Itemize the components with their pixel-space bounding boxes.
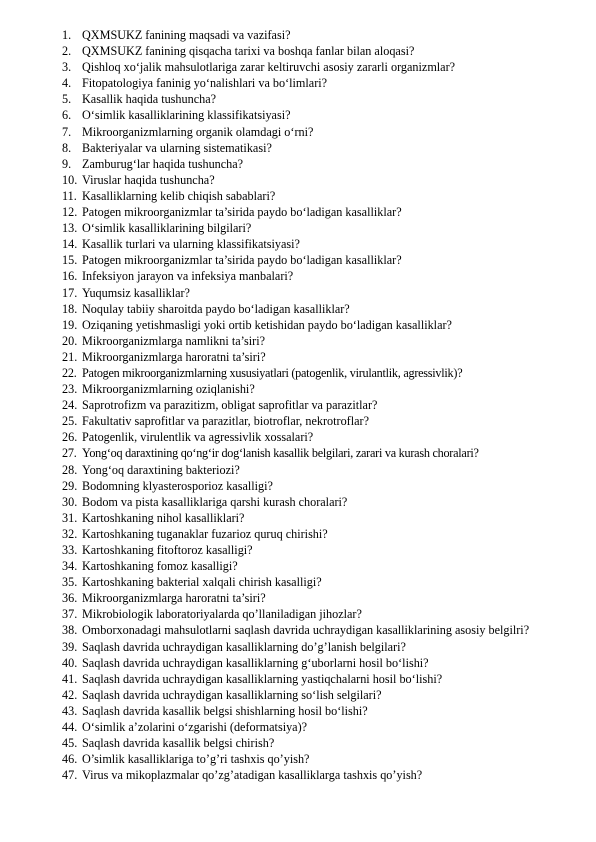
question-text: Fakultativ saprofitlar va parazitlar, biotroflar, nekrotroflar?	[82, 414, 370, 429]
question-text: Noqulay tabiiy sharoitda paydo bo‘ladigan kasalliklar?	[82, 301, 350, 316]
question-item	[62, 172, 562, 188]
question-item	[62, 478, 562, 494]
question-number: 26.	[62, 430, 78, 445]
question-text: Mikrobiologik laboratoriyalarda qo’llaniladigan jihozlar?	[82, 607, 362, 622]
question-text: Patogen mikroorganizmlarning xususiyatlari (patogenlik, virulantlik, agressivlik)?	[82, 365, 463, 380]
question-number: 40.	[62, 655, 78, 670]
question-item	[62, 462, 562, 478]
question-text: Kartoshkaning fitoftoroz kasalligi?	[82, 543, 253, 557]
question-item	[62, 301, 562, 317]
question-number: 45.	[62, 736, 78, 751]
question-number: 42.	[62, 687, 78, 702]
question-number: 13.	[62, 221, 78, 236]
question-item	[62, 349, 562, 365]
question-number: 39.	[62, 639, 78, 654]
question-item	[62, 719, 562, 735]
question-item	[62, 639, 562, 655]
question-item	[62, 236, 562, 252]
question-item	[62, 494, 562, 510]
question-item	[62, 413, 562, 429]
question-item	[62, 445, 562, 461]
question-number: 44.	[62, 720, 78, 735]
question-number: 15.	[62, 253, 78, 268]
question-number: 25.	[62, 414, 78, 429]
question-text: Mikroorganizmlarga haroratni ta’siri?	[82, 591, 266, 606]
question-number: 22.	[62, 365, 77, 380]
question-text: Kartoshkaning tuganaklar fuzarioz quruq chirishi?	[82, 526, 328, 541]
question-number: 20.	[62, 333, 78, 348]
question-item	[62, 204, 562, 220]
question-number: 11.	[62, 188, 77, 203]
question-number: 43.	[62, 703, 78, 718]
question-text: O‘simlik a’zolarini o‘zgarishi (deformatsiya)?	[82, 720, 308, 735]
question-number: 36.	[62, 591, 78, 606]
question-text: Virus va mikoplazmalar qo’zg’atadigan kasalliklarga tashxis qo’yish?	[82, 768, 423, 783]
question-text: Yuqumsiz kasalliklar?	[82, 285, 190, 300]
question-text: O‘simlik kasalliklarining bilgilari?	[82, 221, 252, 236]
question-number: 16.	[62, 269, 78, 284]
question-text: Kartoshkaning nihol kasalliklari?	[82, 510, 245, 525]
question-number: 31.	[62, 510, 78, 525]
question-text: Kasalliklarning kelib chiqish sabablari?	[82, 188, 276, 203]
question-text: Patogen mikroorganizmlar ta’sirida paydo bo‘ladigan kasalliklar?	[82, 205, 402, 220]
question-number: 46.	[62, 752, 78, 767]
question-list	[62, 27, 562, 783]
question-item	[62, 526, 562, 542]
question-text: Mikroorganizmlarning oziqlanishi?	[82, 382, 255, 397]
question-number: 1.	[62, 28, 72, 42]
question-text: O‘simlik kasalliklarining klassifikatsiyasi?	[82, 108, 291, 123]
question-text: Patogenlik, virulentlik va agressivlik xossalari?	[82, 430, 314, 445]
question-number: 37.	[62, 607, 78, 622]
question-text: Saqlash davrida kasallik belgsi chirish?	[82, 736, 275, 751]
question-number: 23.	[62, 382, 78, 397]
question-text: Patogen mikroorganizmlar ta’sirida paydo bo‘ladigan kasalliklar?	[82, 253, 402, 268]
question-number: 24.	[62, 398, 78, 413]
question-item	[62, 622, 562, 638]
question-number: 35.	[62, 575, 78, 590]
question-text: Zamburug‘lar haqida tushuncha?	[82, 156, 244, 171]
question-text: Bodom va pista kasalliklariga qarshi kurash choralari?	[82, 494, 348, 509]
question-number: 14.	[62, 237, 78, 252]
question-item	[62, 268, 562, 284]
question-text: Viruslar haqida tushuncha?	[82, 172, 215, 187]
question-number: 41.	[62, 671, 78, 686]
question-text: Yong‘oq daraxtining qo‘ng‘ir dog‘lanish kasallik belgilari, zarari va kurash choralari?	[82, 446, 479, 461]
question-number: 8.	[62, 140, 72, 155]
question-number: 7.	[62, 124, 72, 139]
question-text: Saqlash davrida uchraydigan kasalliklarning g‘uborlarni hosil bo‘lishi?	[82, 655, 429, 670]
question-number: 10.	[62, 172, 78, 187]
question-text: Kasallik turlari va ularning klassifikatsiyasi?	[82, 237, 300, 252]
question-text: QXMSUKZ fanining qisqacha tarixi va boshqa fanlar bilan aloqasi?	[82, 44, 415, 59]
question-item	[62, 317, 562, 333]
question-item	[62, 27, 562, 43]
question-item	[62, 124, 562, 140]
question-number: 2.	[62, 44, 72, 59]
question-text: Kasallik haqida tushuncha?	[82, 92, 217, 107]
question-item	[62, 574, 562, 590]
question-item	[62, 381, 562, 397]
question-text: Oziqaning yetishmasligi yoki ortib ketishidan paydo bo‘ladigan kasalliklar?	[82, 317, 452, 332]
question-number: 18.	[62, 301, 78, 316]
question-item	[62, 188, 562, 204]
question-item	[62, 75, 562, 91]
question-number: 5.	[62, 92, 72, 107]
question-number: 3.	[62, 60, 72, 75]
question-item	[62, 107, 562, 123]
question-item	[62, 220, 562, 236]
question-text: Yong‘oq daraxtining bakteriozi?	[82, 462, 240, 477]
question-number: 6.	[62, 108, 72, 123]
question-text: Qishloq xo‘jalik mahsulotlariga zarar keltiruvchi asosiy zararli organizmlar?	[82, 60, 456, 75]
question-number: 30.	[62, 494, 78, 509]
question-text: Saqlash davrida uchraydigan kasalliklarning so‘lish selgilari?	[82, 687, 382, 702]
question-number: 38.	[62, 623, 78, 638]
question-number: 47.	[62, 768, 78, 783]
question-text: Mikroorganizmlarga namlikni ta’siri?	[82, 333, 265, 348]
question-text: O’simlik kasalliklariga to’g’ri tashxis qo’yish?	[82, 752, 310, 767]
question-text: Saqlash davrida kasallik belgsi shishlarning hosil bo‘lishi?	[82, 703, 368, 718]
question-text: Mikroorganizmlarga haroratni ta’siri?	[82, 349, 266, 364]
question-number: 4.	[62, 76, 72, 91]
question-item	[62, 397, 562, 413]
question-item	[62, 687, 562, 703]
question-text: QXMSUKZ fanining maqsadi va vazifasi?	[82, 28, 291, 42]
question-item	[62, 156, 562, 172]
question-number: 12.	[62, 205, 78, 220]
question-item	[62, 751, 562, 767]
question-item	[62, 590, 562, 606]
question-item	[62, 703, 562, 719]
question-item	[62, 91, 562, 107]
question-number: 29.	[62, 478, 78, 493]
question-item	[62, 510, 562, 526]
question-text: Saqlash davrida uchraydigan kasalliklarning yastiqchalarni hosil bo‘lishi?	[82, 671, 443, 686]
question-item	[62, 671, 562, 687]
question-text: Infeksiyon jarayon va infeksiya manbalari?	[82, 269, 294, 284]
question-number: 34.	[62, 559, 78, 574]
question-number: 19.	[62, 317, 78, 332]
question-number: 33.	[62, 543, 78, 557]
question-item	[62, 140, 562, 156]
question-item	[62, 735, 562, 751]
question-item	[62, 43, 562, 59]
question-number: 32.	[62, 526, 78, 541]
question-text: Saqlash davrida uchraydigan kasalliklarning do’g’lanish belgilari?	[82, 639, 406, 654]
question-text: Saprotrofizm va parazitizm, obligat saprofitlar va parazitlar?	[82, 398, 378, 413]
question-item	[62, 59, 562, 75]
question-number: 27.	[62, 446, 77, 461]
question-text: Kartoshkaning fomoz kasalligi?	[82, 559, 238, 574]
question-number: 21.	[62, 349, 78, 364]
question-number: 9.	[62, 156, 72, 171]
question-text: Omborxonadagi mahsulotlarni saqlash davrida uchraydigan kasalliklarining asosiy belgilri?	[82, 623, 530, 638]
question-item	[62, 767, 562, 783]
question-item	[62, 252, 562, 268]
question-item	[62, 333, 562, 349]
question-number: 28.	[62, 462, 78, 477]
question-item	[62, 365, 562, 381]
question-text: Fitopatologiya faninig yo‘nalishlari va bo‘limlari?	[82, 76, 328, 91]
question-item	[62, 285, 562, 301]
question-item	[62, 655, 562, 671]
question-text: Kartoshkaning bakterial xalqali chirish kasalligi?	[82, 575, 322, 590]
question-item	[62, 558, 562, 574]
question-number: 17.	[62, 285, 78, 300]
question-text: Mikroorganizmlarning organik olamdagi o‘rni?	[82, 124, 314, 139]
question-text: Bakteriyalar va ularning sistematikasi?	[82, 140, 272, 155]
question-item	[62, 542, 562, 558]
question-text: Bodomning klyasterosporioz kasalligi?	[82, 478, 273, 493]
question-item	[62, 429, 562, 445]
question-item	[62, 606, 562, 622]
